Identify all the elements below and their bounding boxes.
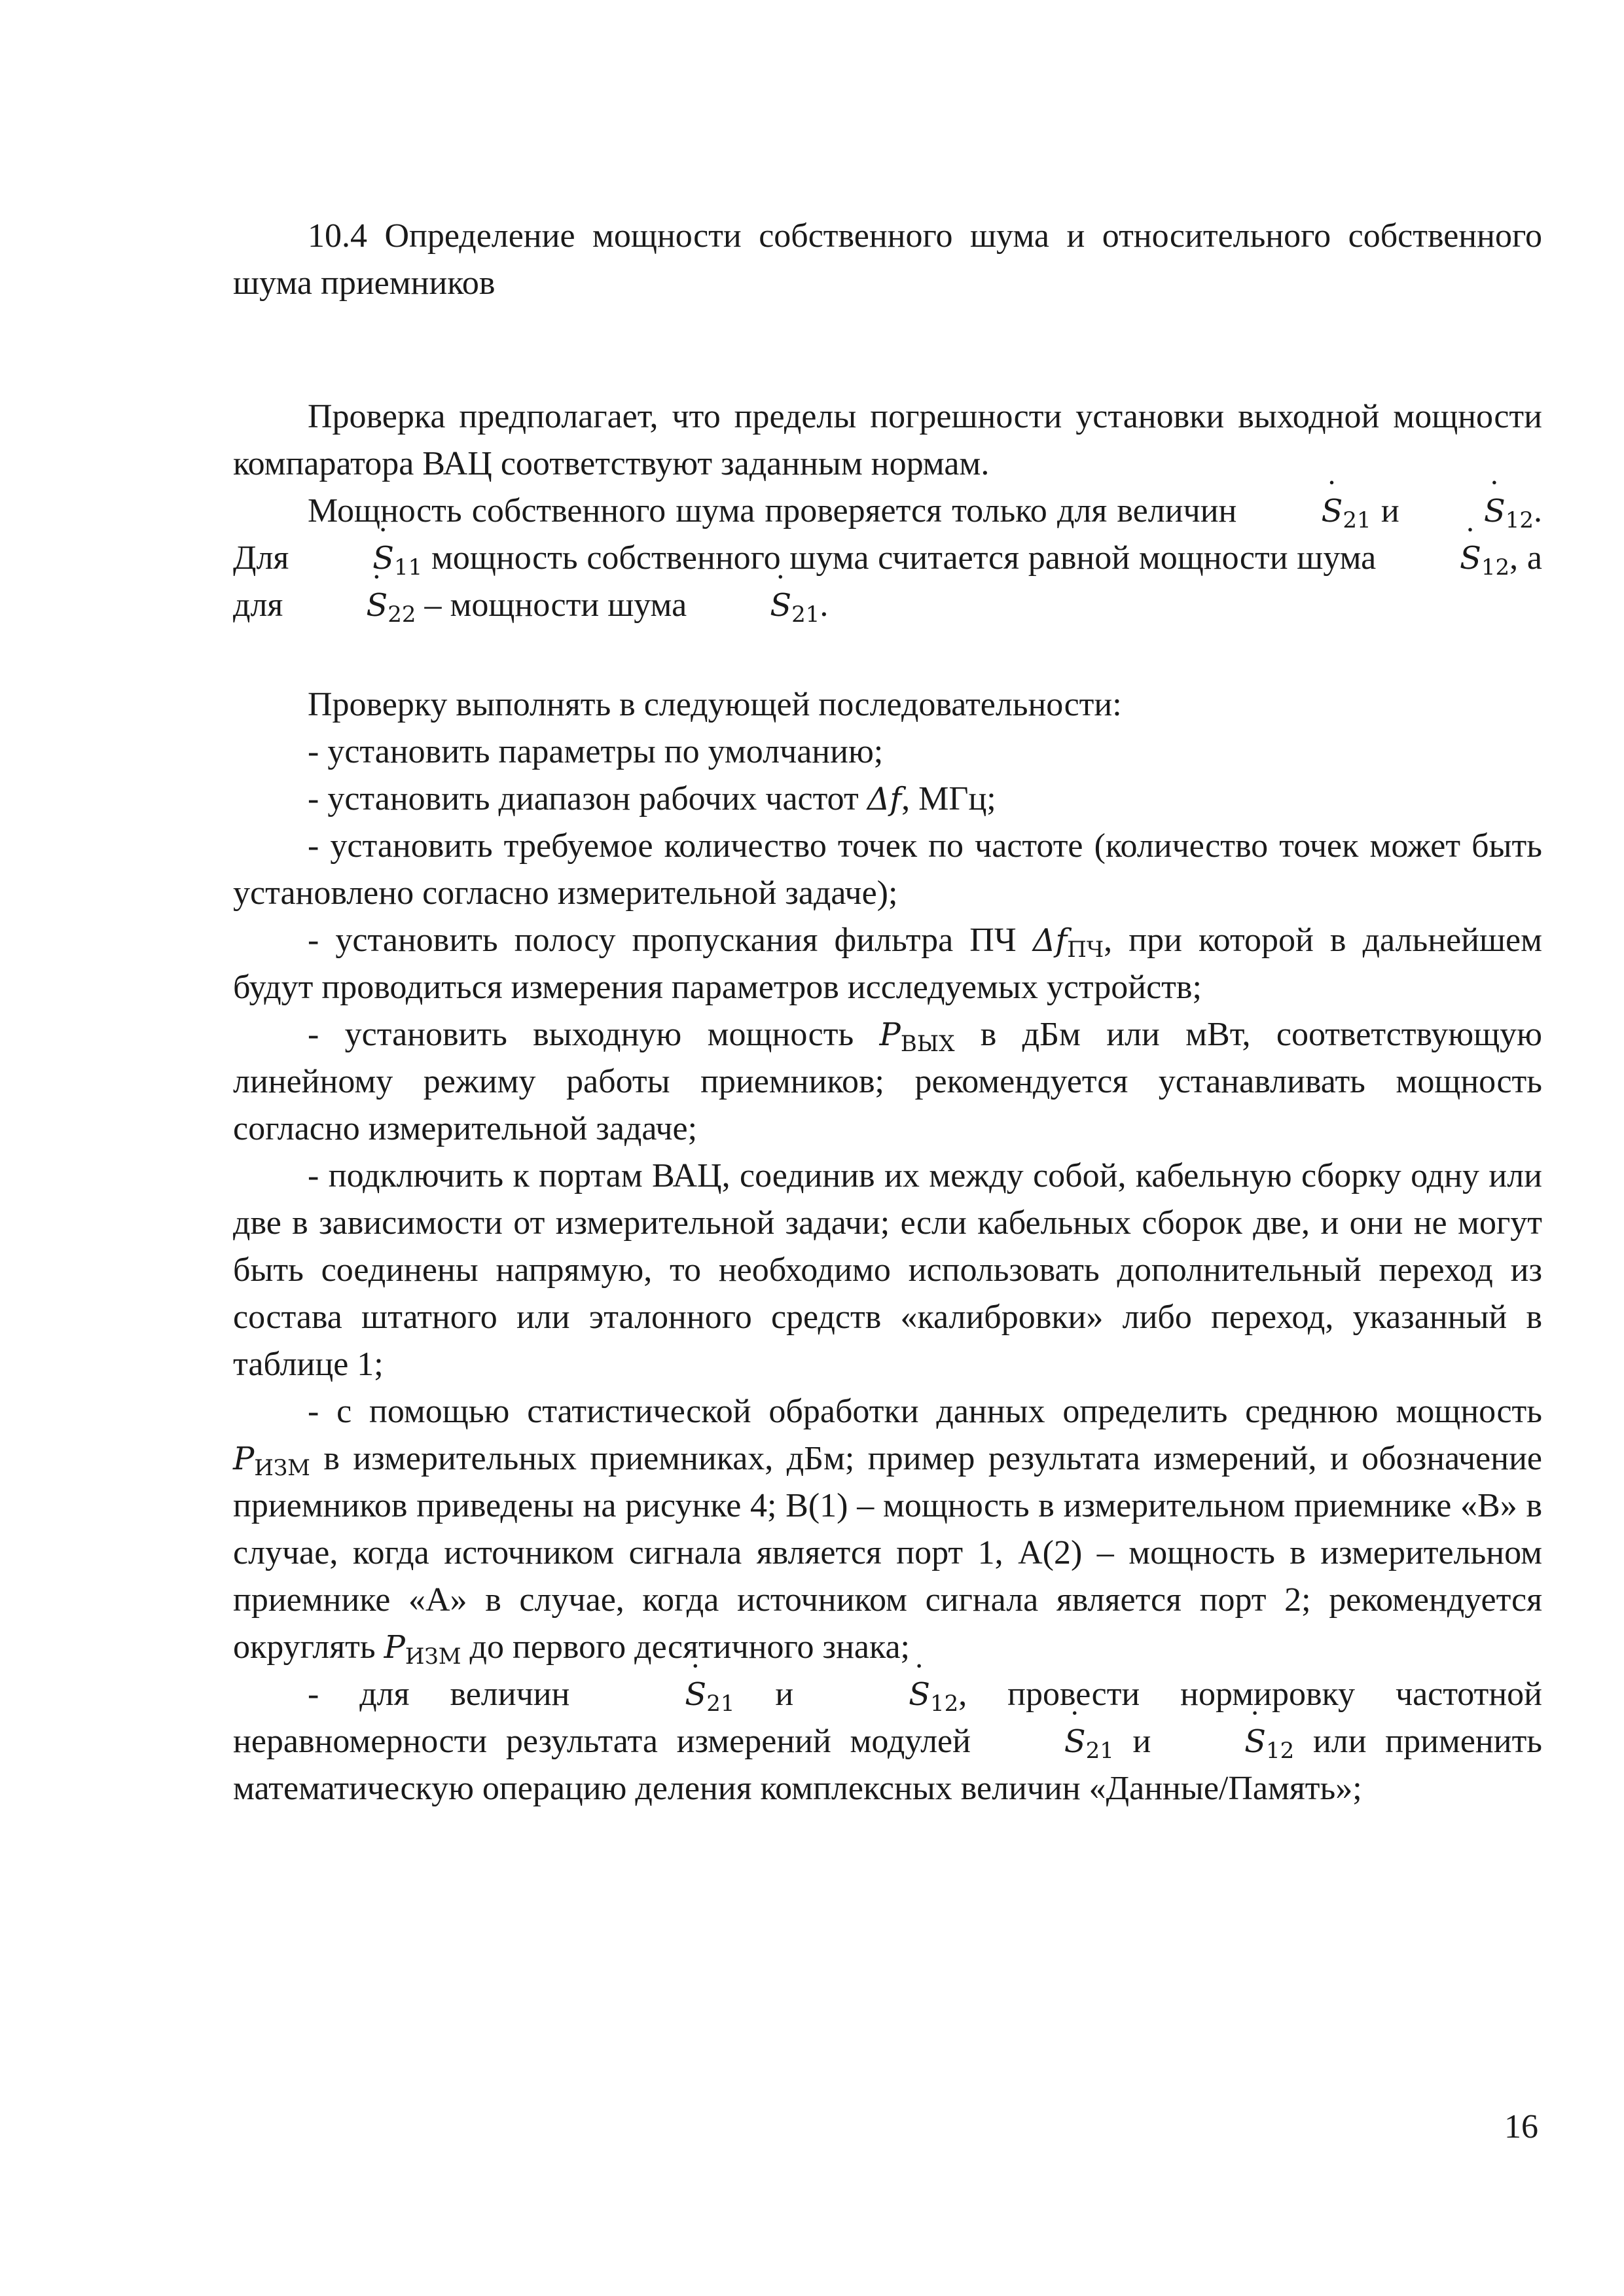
s22-symbol: ˙ $S_{22}$ xyxy=(291,587,416,624)
list-item-point-count: - установить требуемое количество точек по частоте (количество точек может быть установлено согласно измерительной задаче); xyxy=(233,827,1542,912)
p-out-symbol: $P_{ВЫХ}$ xyxy=(879,1016,955,1057)
delta-f-symbol: Δf xyxy=(867,781,902,817)
paragraph-verification-premise: Проверка предполагает, что пределы погрешности установки выходной мощности компаратора ВАЦ соответствуют заданным нормам. xyxy=(233,398,1542,482)
s12-symbol: ˙ $S_{12}$ xyxy=(1385,540,1509,577)
s12-symbol: ˙ $S_{12}$ xyxy=(1409,493,1534,529)
s21-symbol: ˙ $S_{21}$ xyxy=(610,1676,734,1713)
s12-symbol: ˙ $S_{12}$ xyxy=(1170,1723,1294,1760)
s21-symbol: ˙ $S_{21}$ xyxy=(695,587,820,624)
list-item-frequency-range: - установить диапазон рабочих частот Δf, МГц; xyxy=(308,780,996,817)
paragraph-noise-power: Мощность собственного шума проверяется только для величин ˙ $S_{21}$ и ˙ $S_{12}$. Для ˙ $S_{11}$ мощность собственного шума считается равной мощности шума ˙ $S_{12}$, а для ˙ $S_{22}$ – мощности шума ˙ $S_{21}$. xyxy=(233,488,1542,629)
s21-symbol: ˙ $S_{21}$ xyxy=(1247,493,1371,529)
s11-symbol: ˙ $S_{11}$ xyxy=(298,540,422,577)
list-item-statistical-processing: - с помощью статистической обработки данных определить среднюю мощность $P_{ИЗМ}$ в измерительных приемниках, дБм; пример результата измерений, и обозначение приемников приведены на рисунке 4; В(1) – мощность в измерительном приемнике «В» в случае, когда источником сигнала является порт 1, А(2) – мощность в измерительном приемнике «А» в случае, когда источником сигнала является порт 2; рекомендуется округлять $P_{ИЗМ}$ до первого десятичного знака; xyxy=(233,1393,1542,1670)
page-number: 16 xyxy=(1504,2108,1538,2145)
list-item-cable-assembly: - подключить к портам ВАЦ, соединив их между собой, кабельную сборку одну или две в зависимости от измерительной задачи; если кабельных сборок две, и они не могут быть соединены напрямую, то необходимо использовать дополнительный переход из состава штатного или эталонного средств «калибровки» либо переход, указанный в таблице 1; xyxy=(233,1157,1542,1383)
list-item-normalization: - для величин ˙ $S_{21}$ и ˙ $S_{12}$, провести нормировку частотной неравномерности результата измерений модулей ˙ $S_{21}$ и ˙ $S_{12}$ или применить математическую операцию деления комплексных величин «Данные/Память»; xyxy=(233,1671,1542,1812)
list-item-output-power: - установить выходную мощность $P_{ВЫХ}$ в дБм или мВт, соответствующую линейному режиму работы приемников; рекомендуется устанавливать мощность согласно измерительной задаче; xyxy=(233,1016,1542,1147)
paragraph-sequence-intro: Проверку выполнять в следующей последовательности: xyxy=(308,686,1122,723)
section-heading: 10.4 Определение мощности собственного шума и относительного собственного шума приемников xyxy=(233,217,1542,302)
delta-f-if-symbol: $\Delta f_{ПЧ}$ xyxy=(1032,922,1104,963)
list-item-if-bandwidth: - установить полосу пропускания фильтра ПЧ $\Delta f_{ПЧ}$, при которой в дальнейшем будут проводиться измерения параметров исследуемых устройств; xyxy=(233,922,1543,1006)
s21-symbol: ˙ $S_{21}$ xyxy=(990,1723,1114,1760)
document-page xyxy=(233,213,1542,1812)
list-item-defaults: - установить параметры по умолчанию; xyxy=(308,733,884,770)
p-meas-symbol: $P_{ИЗМ}$ xyxy=(233,1441,310,1481)
s12-symbol: ˙ $S_{12}$ xyxy=(834,1676,958,1713)
p-meas-symbol: $P_{ИЗМ}$ xyxy=(384,1629,461,1670)
